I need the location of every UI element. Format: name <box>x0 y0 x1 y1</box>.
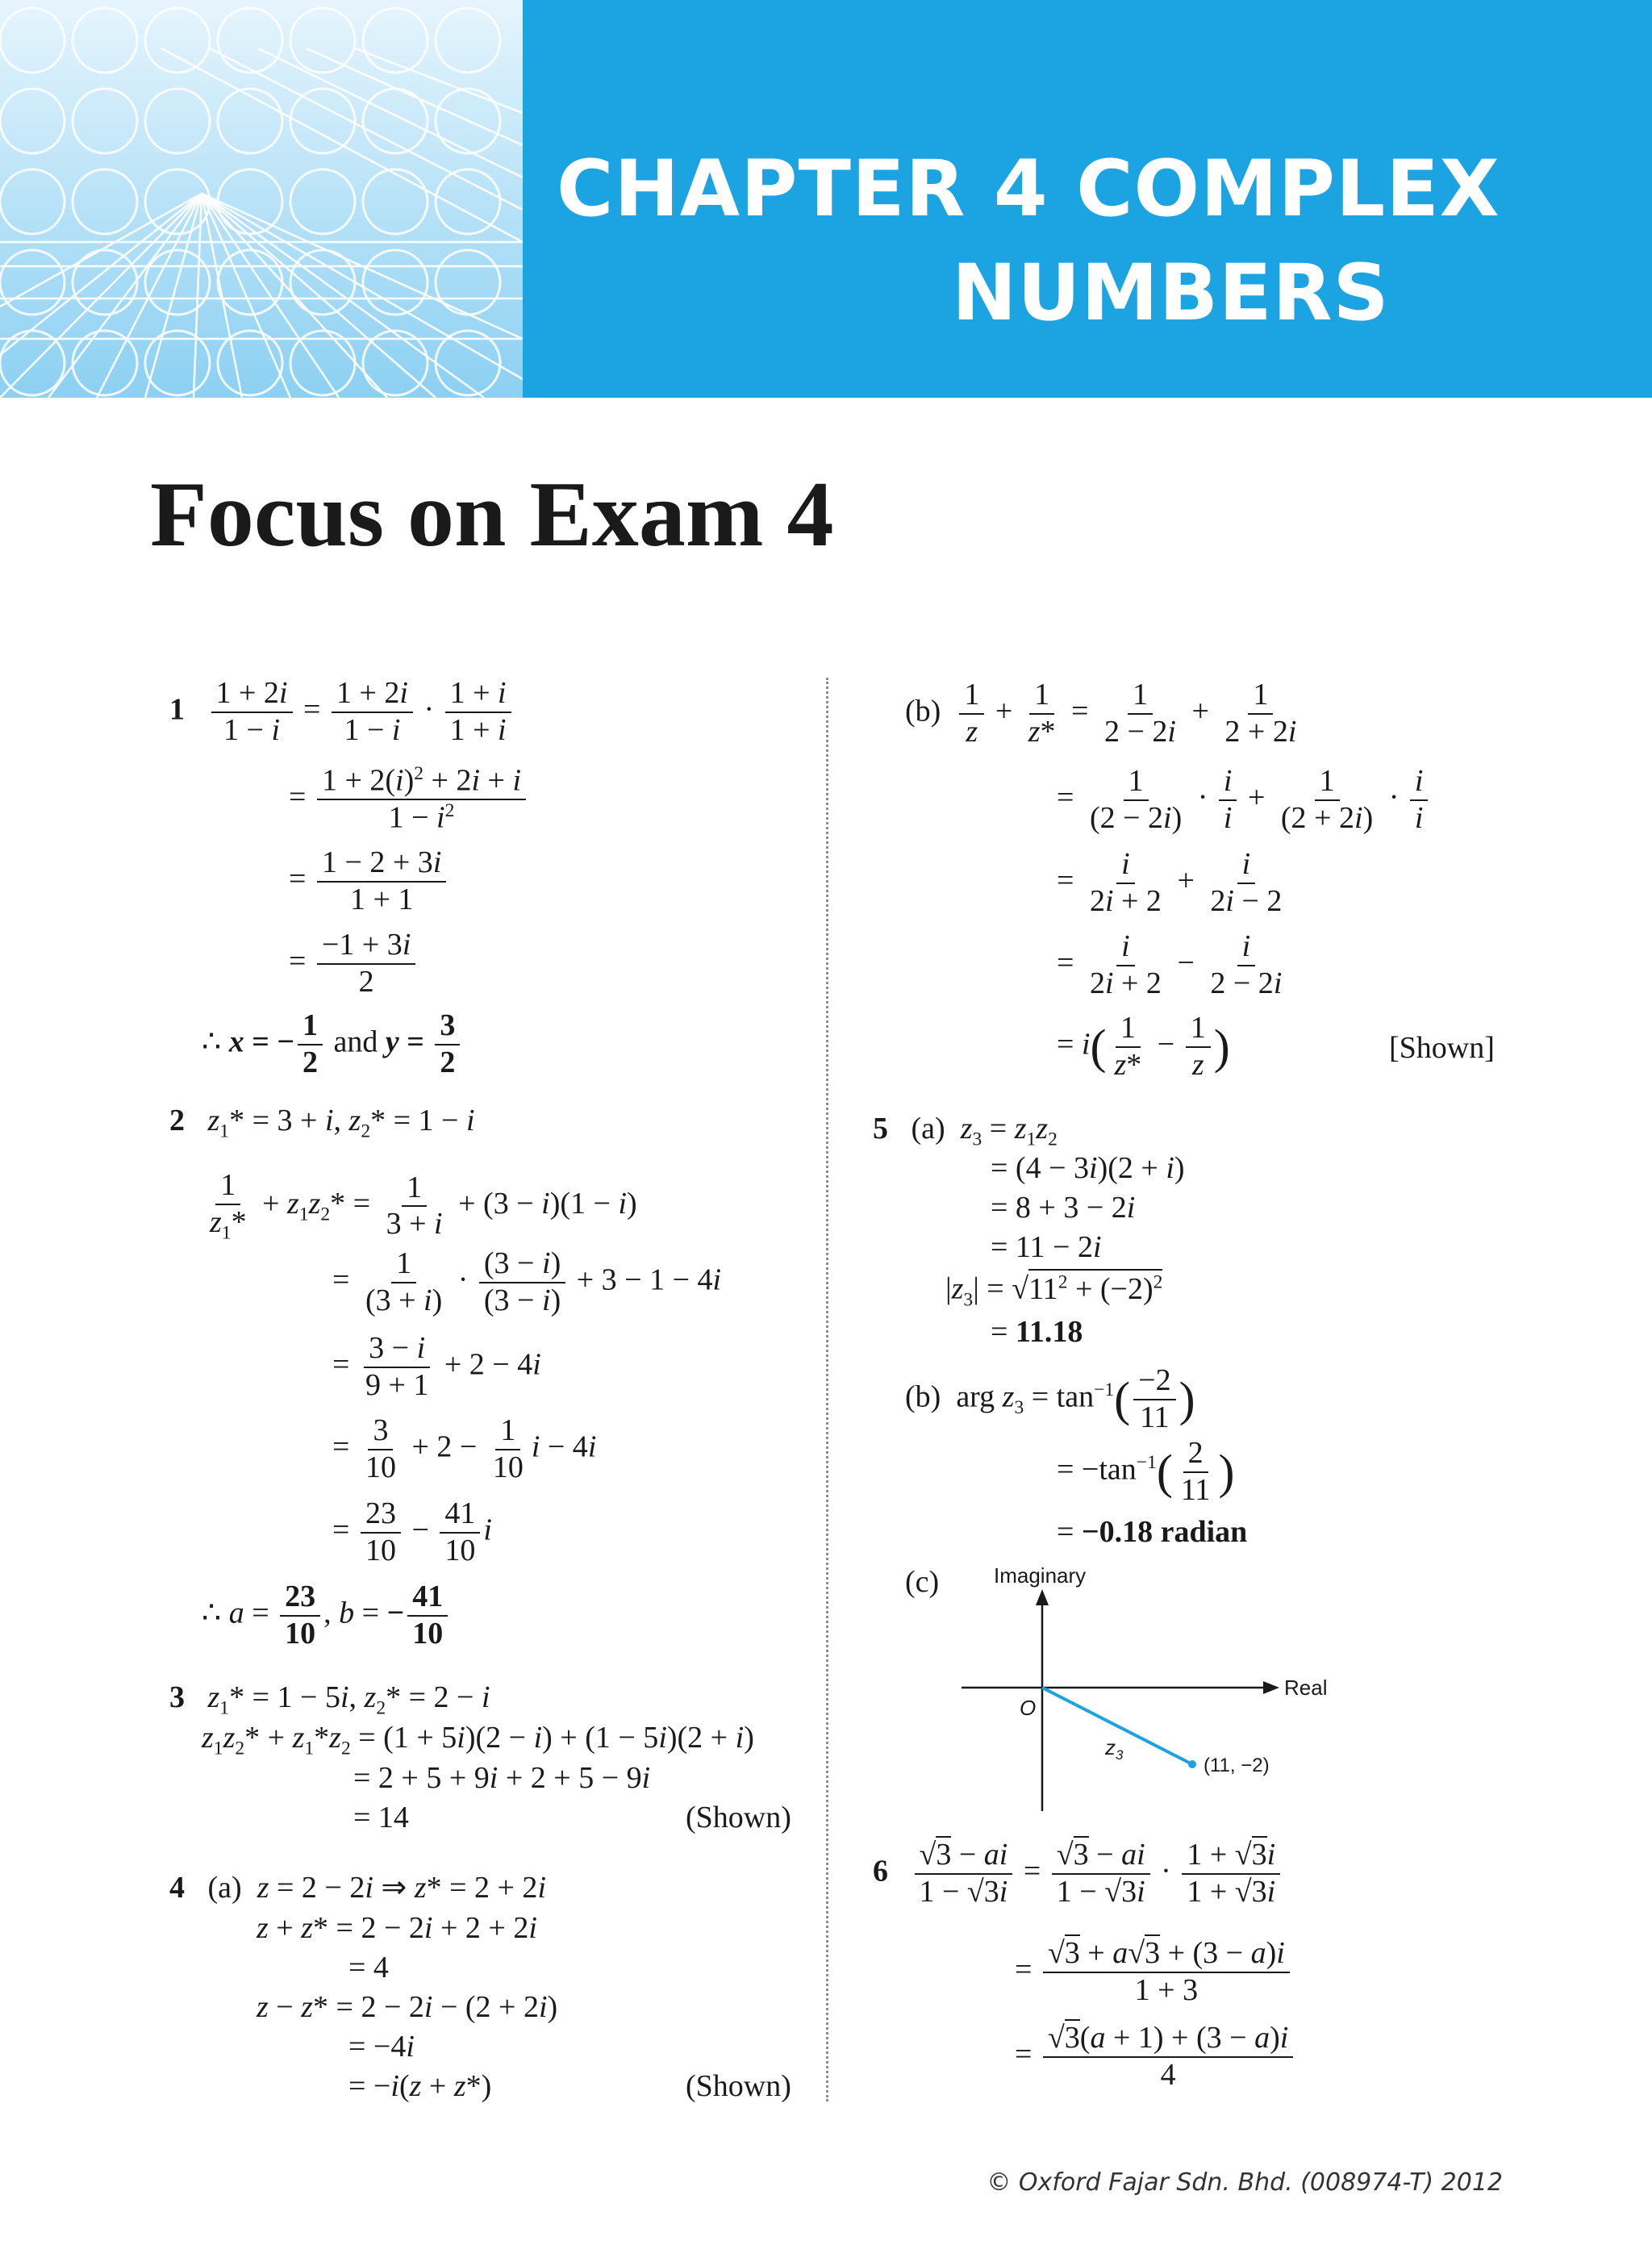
section-title: Focus on Exam 4 <box>150 463 834 566</box>
geometric-pattern-art <box>0 0 523 398</box>
origin-label: O <box>1020 1696 1037 1720</box>
q2-line3: = $\frac{1}{(3 + i)}$ · $\frac{(3 - i)}{(3 - i)}$ + 3 − 1 − 4i <box>332 1246 722 1317</box>
q2-line2: $\frac{1}{z_1*}$ + $z_1z_2*$ = $\frac{1}{3 + i}$ + (3 − i)(1 − i) <box>210 1168 637 1244</box>
real-axis <box>962 1681 1279 1694</box>
q3-number: 3 <box>169 1680 185 1714</box>
q5a-line1: 5 (a) $z_3 = z_1z_2$ <box>873 1112 1058 1150</box>
q4a-line3: = 4 <box>348 1951 389 1984</box>
q5a-line6: = 11.18 <box>991 1315 1083 1349</box>
chapter-title-line2: NUMBERS <box>952 248 1390 338</box>
q4a-label: (a) <box>207 1871 242 1905</box>
q1-line1: 1 $\frac{1 + 2i}{1 - i}$ = $\frac{1 + 2i}{1 - i}$ · $\frac{1 + i}{1 + i}$ <box>169 676 515 748</box>
q4-number: 4 <box>169 1871 185 1905</box>
chapter-title-line1: CHAPTER 4 COMPLEX <box>557 144 1500 234</box>
q1-line3: = $\frac{1 - 2 + 3i}{1 + 1}$ <box>289 845 449 917</box>
q5b-line2: = $-\tan^{-1}$( $\frac{2}{11}$ ) <box>1057 1436 1235 1507</box>
q3-line2: $z_1z_2* + z_1*z_2 = (1 + 5i)(2 - i) + (1 - 5i)(2 + i)$ <box>202 1721 754 1759</box>
q2-conclusion: ∴ a = $\frac{23}{10}$ , b = − $\frac{41}{10}$ <box>202 1580 451 1651</box>
q6-number: 6 <box>873 1854 888 1888</box>
q4b-line3: = $\frac{i}{2i + 2}$ + $\frac{i}{2i - 2}$ <box>1057 847 1283 918</box>
q1-line4: = $\frac{-1 + 3i}{2}$ <box>289 928 419 1000</box>
q1-line2: = $\frac{1 + 2(i)^2 + 2i + i}{1 - i^2}$ <box>289 763 529 837</box>
q6-line3: = $\frac{√3(a + 1) + (3 - a)i}{4}$ <box>1015 2021 1296 2093</box>
real-axis-label: Real <box>1284 1676 1328 1700</box>
q4a-line6: = −i(z + z*) <box>348 2069 492 2103</box>
q4b-line4: = $\frac{i}{2i + 2}$ − $\frac{i}{2 - 2i}$ <box>1057 929 1283 1000</box>
z3-point <box>1188 1760 1196 1768</box>
q6-line2: = $\frac{√3 + a√3 + (3 - a)i}{1 + 3}$ <box>1015 1936 1293 2008</box>
q5a-line3: = 8 + 3 − 2i <box>991 1191 1136 1225</box>
q4a-line4: z − z* = 2 − 2i − (2 + 2i) <box>257 1990 558 2024</box>
q4b-line5: = i( $\frac{1}{z*}$ − $\frac{1}{z}$ ) <box>1057 1011 1230 1082</box>
copyright-footer: © Oxford Fajar Sdn. Bhd. (008974-T) 2012 <box>987 2168 1503 2197</box>
z3-point-label: (11, −2) <box>1204 1755 1270 1776</box>
q4a-line5: = −4i <box>348 2030 415 2064</box>
q3-line1: 3 $z_1* = 1 - 5i$, $z_2* = 2 - i$ <box>169 1680 490 1719</box>
column-divider <box>826 678 828 2101</box>
q5a-label: (a) <box>911 1112 945 1146</box>
q4a-shown-note: (Shown) <box>686 2069 791 2103</box>
q2-line1: 2 $z_1* = 3 + i$, $z_2* = 1 - i$ <box>169 1104 475 1142</box>
q4b-shown-note: [Shown] <box>1389 1031 1495 1065</box>
q5a-line4: = 11 − 2i <box>991 1230 1102 1264</box>
q5c-label: (c) <box>905 1565 940 1599</box>
q2-line4: = $\frac{3 - i}{9 + 1}$ + 2 − 4i <box>332 1331 541 1402</box>
q3-shown-note: (Shown) <box>686 1801 791 1834</box>
argand-diagram <box>952 1565 1347 1815</box>
chapter-banner <box>0 0 1652 398</box>
q1-number: 1 <box>169 692 185 727</box>
z3-vector-label: $z_3$ <box>1105 1735 1124 1763</box>
q3-line4: = 14 <box>353 1801 409 1834</box>
q1-conclusion: ∴ x = − $\frac{1}{2}$ and y = $\frac{3}{2}$ <box>202 1008 463 1080</box>
q4b-line1: (b) $\frac{1}{z}$ + $\frac{1}{z*}$ = $\frac{1}{2 - 2i}$ + $\frac{1}{2 + 2i}$ <box>905 678 1297 749</box>
q2-line5: = $\frac{3}{10}$ + 2 − $\frac{1}{10}$ i − 4i <box>332 1413 597 1484</box>
q6-line1: 6 $\frac{√3 - ai}{1 - √3i}$ = $\frac{√3 - ai}{1 - √3i}$ · $\frac{1 + √3i}{1 + √3i}$ <box>873 1838 1283 1909</box>
q5b-label: (b) <box>905 1379 941 1414</box>
q2-line6: = $\frac{23}{10}$ − $\frac{41}{10}$ i <box>332 1496 492 1567</box>
q5a-line2: = (4 − 3i)(2 + i) <box>991 1151 1185 1185</box>
q5a-line5: $|z_3| = √11^2 + (-2)^2$ <box>945 1273 1162 1310</box>
q3-line3: = 2 + 5 + 9i + 2 + 5 − 9i <box>353 1761 651 1795</box>
imaginary-axis-label: Imaginary <box>994 1565 1087 1588</box>
q4b-label: (b) <box>905 694 941 728</box>
q2-number: 2 <box>169 1104 185 1137</box>
q5b-line3: = −0.18 radian <box>1057 1515 1248 1549</box>
q5-number: 5 <box>873 1112 888 1146</box>
q5b-line1: (b) arg $z_3 = \tan^{-1}$( $\frac{-2}{11}$ ) <box>905 1363 1195 1434</box>
q4a-line2: z + z* = 2 − 2i + 2 + 2i <box>257 1911 537 1945</box>
imaginary-axis <box>1036 1589 1049 1811</box>
q4a-line1: 4 (a) z = 2 − 2i ⇒ z* = 2 + 2i <box>169 1871 546 1905</box>
q4b-line2: = $\frac{1}{(2 - 2i)}$ · $\frac{i}{i}$ + $\frac{1}{(2 + 2i)}$ · $\frac{i}{i}$ <box>1057 764 1431 836</box>
